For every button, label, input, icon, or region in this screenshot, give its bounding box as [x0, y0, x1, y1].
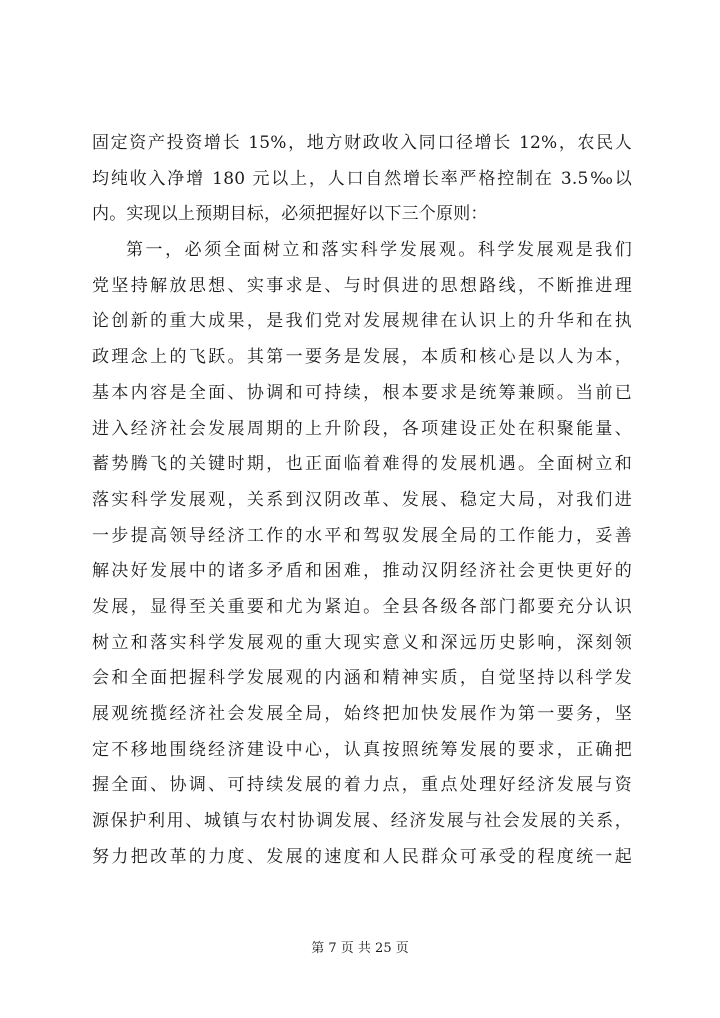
text-line: 树立和落实科学发展观的重大现实意义和深远历史影响，深刻领 [92, 632, 632, 653]
text-line: 发展，显得至关重要和尤为紧迫。全县各级各部门都要充分认识 [92, 596, 632, 617]
body-text [92, 126, 632, 875]
text-line: 政理念上的飞跃。其第一要务是发展，本质和核心是以人为本， [92, 347, 632, 368]
text-line: 握全面、协调、可持续发展的着力点，重点处理好经济发展与资 [92, 775, 632, 796]
text-line: 源保护利用、城镇与农村协调发展、经济发展与社会发展的关系， [92, 811, 632, 832]
text-line: 进入经济社会发展周期的上升阶段，各项建设正处在积聚能量、 [92, 418, 632, 439]
text-line: 基本内容是全面、协调和可持续，根本要求是统筹兼顾。当前已 [92, 382, 632, 403]
text-line: 定不移地围绕经济建设中心，认真按照统筹发展的要求，正确把 [92, 739, 632, 760]
text-line: 党坚持解放思想、实事求是、与时俱进的思想路线，不断推进理 [92, 275, 632, 296]
text-line: 解决好发展中的诸多矛盾和困难，推动汉阴经济社会更快更好的 [92, 561, 632, 582]
text-line: 蓄势腾飞的关键时期，也正面临着难得的发展机遇。全面树立和 [92, 454, 632, 475]
text-line: 一步提高领导经济工作的水平和驾驭发展全局的工作能力，妥善 [92, 525, 632, 546]
text-line: 均纯收入净增 180 元以上，人口自然增长率严格控制在 3.5‰以 [92, 168, 632, 189]
text-line: 落实科学发展观，关系到汉阴改革、发展、稳定大局，对我们进 [92, 489, 632, 510]
text-line: 固定资产投资增长 15%，地方财政收入同口径增长 12%，农民人 [92, 133, 632, 153]
text-line: 展观统揽经济社会发展全局，始终把加快发展作为第一要务，坚 [92, 704, 632, 724]
text-line: 努力把改革的力度、发展的速度和人民群众可承受的程度统一起 [92, 846, 632, 867]
text-line: 内。实现以上预期目标，必须把握好以下三个原则： [92, 204, 488, 225]
page-number-footer: 第 7 页 共 25 页 [311, 941, 409, 956]
text-line: 会和全面把握科学发展观的内涵和精神实质，自觉坚持以科学发 [92, 668, 632, 689]
text-line: 论创新的重大成果，是我们党对发展规律在认识上的升华和在执 [92, 311, 632, 332]
paragraph-start-line: 第一，必须全面树立和落实科学发展观。科学发展观是我们 [126, 240, 632, 261]
